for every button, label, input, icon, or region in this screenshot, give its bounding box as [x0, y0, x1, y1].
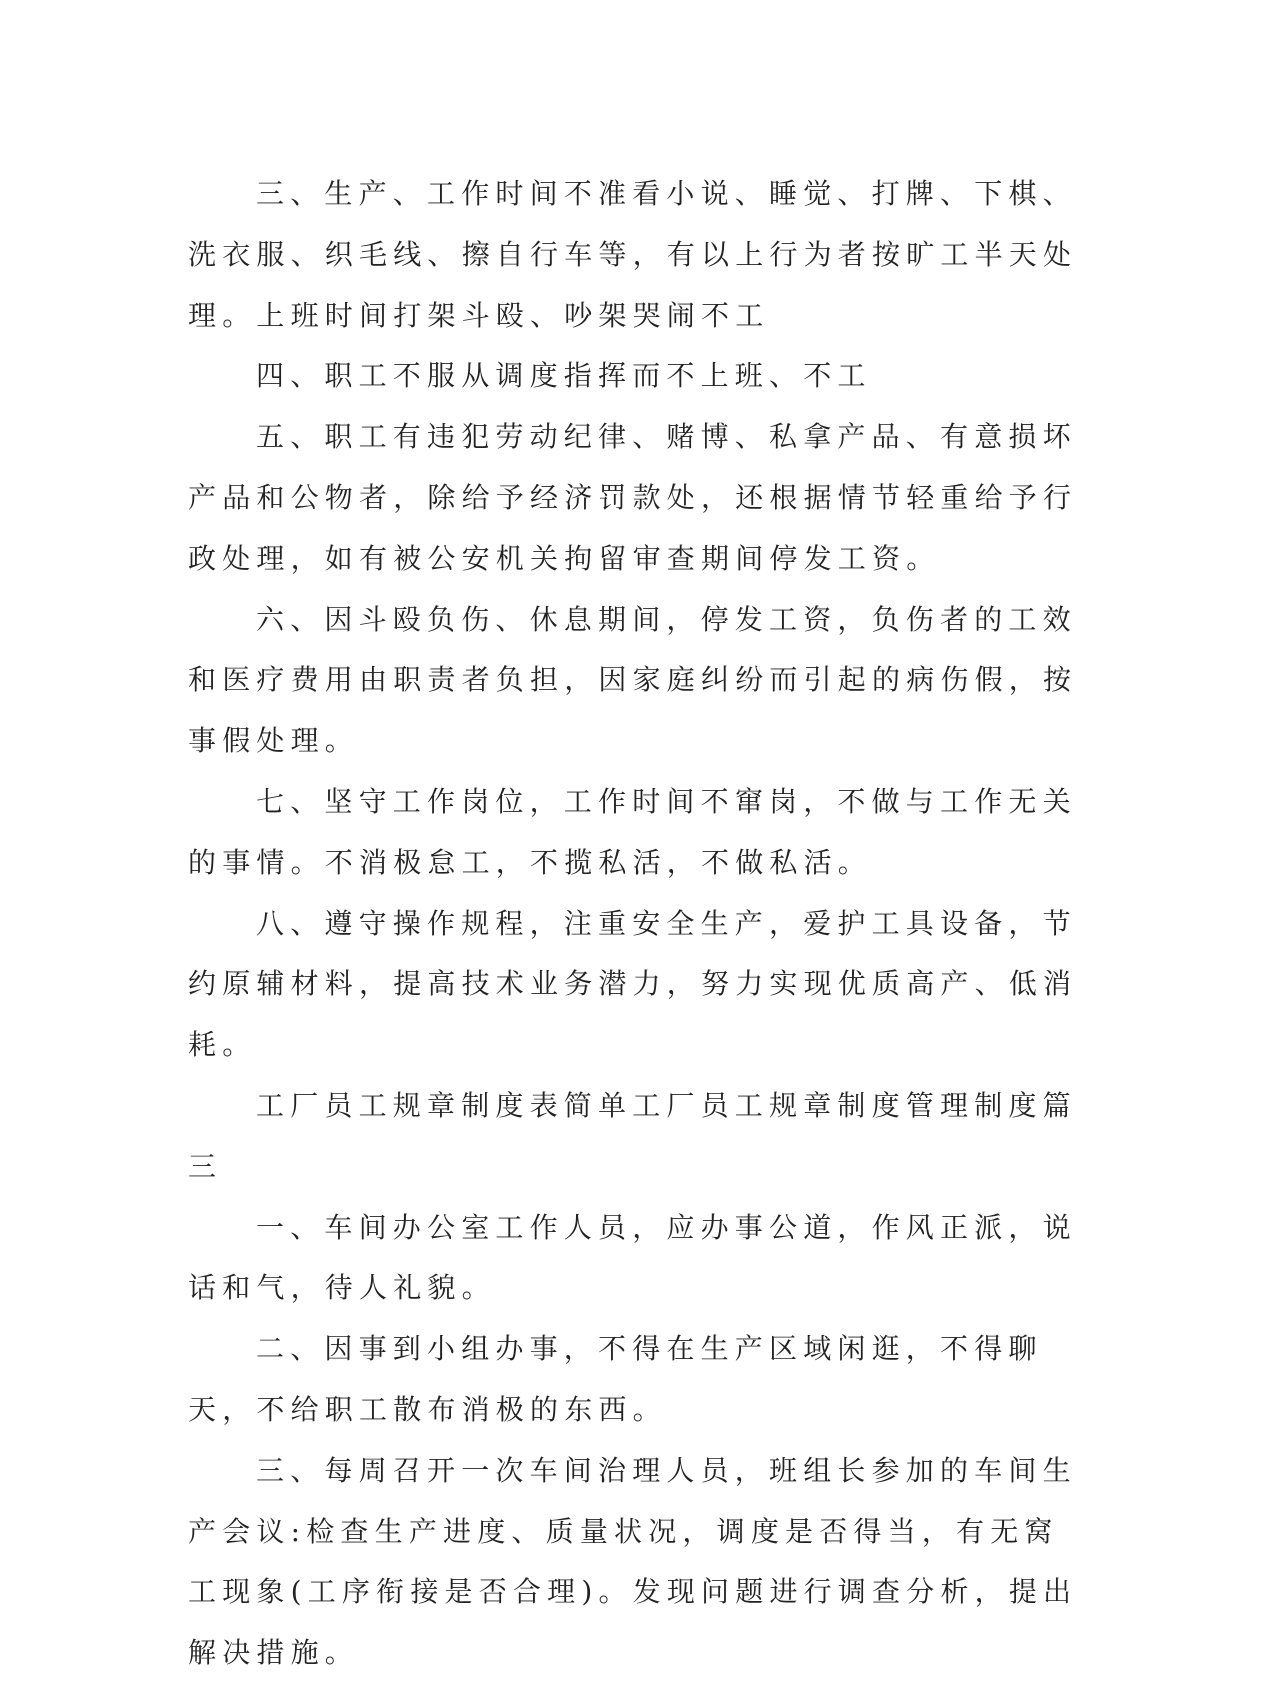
paragraph-section3-rule-1: 一、车间办公室工作人员，应办事公道，作风正派，说话和气，待人礼貌。 — [188, 1210, 1077, 1305]
paragraph-rule-4-disobey-dispatch: 四、职工不服从调度指挥而不上班、不工 — [256, 359, 872, 393]
paragraph-rule-7-stay-at-post: 七、坚守工作岗位，工作时间不窜岗，不做与工作无关的事情。不消极怠工，不揽私活，不做私活。 — [188, 784, 1077, 879]
document-body — [188, 164, 1088, 1684]
section-heading: 工厂员工规章制度表简单工厂员工规章制度管理制度篇三 — [188, 1088, 1077, 1183]
paragraph-rule-5-labor-discipline: 五、职工有违犯劳动纪律、赌博、私拿产品、有意损坏产品和公物者，除给予经济罚款处，还根据情节轻重给予行政处理，如有被公安机关拘留审查期间停发工资。 — [188, 420, 1078, 575]
paragraph-rule-8-operating-procedures: 八、遵守操作规程，注重安全生产，爱护工具设备，节约原辅材料，提高技术业务潜力，努力实现优质高产、低消耗。 — [188, 906, 1078, 1062]
paragraph-rule-6-injury-leave: 六、因斗殴负伤、休息期间，停发工资，负伤者的工效和医疗费用由职责者负担，因家庭纠纷而引起的病伤假，按事假处理。 — [188, 602, 1078, 758]
paragraph-rule-3-prohibited-activities: 三、生产、工作时间不准看小说、睡觉、打牌、下棋、洗衣服、织毛线、擦自行车等，有以上行为者按旷工半天处理。上班时间打架斗殴、吵架哭闹不工 — [188, 177, 1078, 332]
paragraph-section3-rule-3: 三、每周召开一次车间治理人员，班组长参加的车间生产会议:检查生产进度、质量状况，调度是否得当，有无窝工现象(工序衔接是否合理)。发现问题进行调查分析，提出解决措施。 — [188, 1453, 1078, 1670]
paragraph-section3-rule-2: 二、因事到小组办事，不得在生产区域闲逛，不得聊天，不给职工散布消极的东西。 — [188, 1332, 1043, 1426]
